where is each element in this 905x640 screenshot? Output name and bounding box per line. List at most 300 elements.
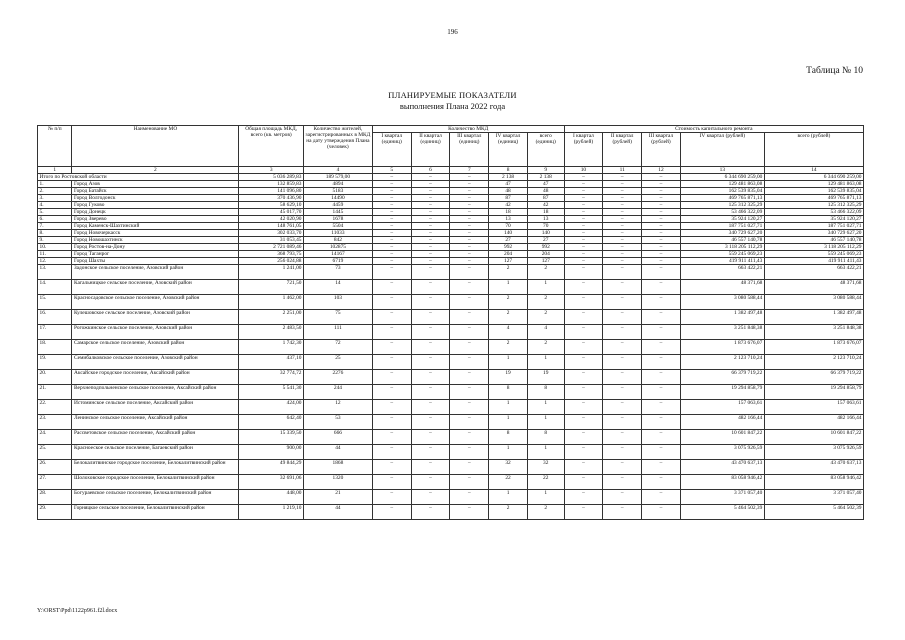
table-cell: – xyxy=(564,460,603,475)
table-cell: – xyxy=(642,265,681,280)
table-cell: 1320 xyxy=(303,475,372,490)
table-cell: – xyxy=(411,251,450,258)
table-cell: – xyxy=(642,355,681,370)
table-row xyxy=(38,188,864,195)
table-cell: – xyxy=(642,310,681,325)
table-body xyxy=(38,167,864,520)
table-cell: – xyxy=(450,415,489,430)
table-cell: – xyxy=(642,181,681,188)
table-cell: 28. xyxy=(38,490,72,505)
municipality-name: Город Батайск xyxy=(72,188,239,195)
table-cell: 18. xyxy=(38,340,72,355)
table-cell: – xyxy=(603,385,642,400)
table-cell: 5 036 289,83 xyxy=(239,174,304,181)
table-cell: – xyxy=(603,355,642,370)
table-cell: 256 024,88 xyxy=(239,258,304,265)
table-cell: – xyxy=(642,223,681,230)
table-cell: – xyxy=(372,188,411,195)
table-cell: 340 729 627,20 xyxy=(764,230,863,237)
table-cell: 5. xyxy=(38,209,72,216)
table-row xyxy=(38,181,864,188)
table-cell: 482 166,44 xyxy=(764,415,863,430)
table-cell: 1 382 497,48 xyxy=(764,310,863,325)
table-cell: 1678 xyxy=(303,216,372,223)
table-cell: – xyxy=(642,400,681,415)
table-row xyxy=(38,230,864,237)
table-cell: 663 422,21 xyxy=(680,265,764,280)
table-cell: – xyxy=(450,490,489,505)
table-cell: – xyxy=(372,251,411,258)
table-cell: 22. xyxy=(38,400,72,415)
table-cell: – xyxy=(411,265,450,280)
municipality-name: Белокалитвинское городское поселение, Белокалитвинский район xyxy=(72,460,239,475)
header-area: Общая площадь МКД, всего (кв. метров) xyxy=(239,126,304,167)
table-cell: – xyxy=(372,460,411,475)
indicators-table xyxy=(37,125,864,520)
table-cell: – xyxy=(450,258,489,265)
table-cell: – xyxy=(450,310,489,325)
table-cell: 19. xyxy=(38,355,72,370)
table-cell: 157 063,61 xyxy=(764,400,863,415)
table-cell: 42 xyxy=(527,202,564,209)
table-cell: – xyxy=(372,280,411,295)
table-cell: 14. xyxy=(38,280,72,295)
table-cell: 43 470 637,13 xyxy=(764,460,863,475)
table-cell: 5183 xyxy=(303,188,372,195)
table-cell: 187 751 027,71 xyxy=(764,223,863,230)
table-cell: – xyxy=(450,370,489,385)
table-cell: – xyxy=(372,230,411,237)
table-row xyxy=(38,258,864,265)
table-cell: 125 312 325,29 xyxy=(764,202,863,209)
table-cell: 9. xyxy=(38,237,72,244)
header-mkd-q4: IV квартал (единиц) xyxy=(489,133,528,167)
table-cell: – xyxy=(411,244,450,251)
municipality-name: Город Таганрог xyxy=(72,251,239,258)
table-cell: – xyxy=(372,310,411,325)
table-cell: – xyxy=(411,370,450,385)
table-cell: – xyxy=(372,490,411,505)
page-number: 196 xyxy=(447,28,458,36)
table-cell: 141 096,80 xyxy=(239,188,304,195)
table-row xyxy=(38,265,864,280)
table-cell: 2 xyxy=(489,295,528,310)
table-cell: – xyxy=(564,209,603,216)
table-cell: 19 294 858,79 xyxy=(680,385,764,400)
table-cell: 1 xyxy=(527,280,564,295)
table-row xyxy=(38,370,864,385)
table-cell: 66 379 719,22 xyxy=(680,370,764,385)
table-cell: 3 075 926,59 xyxy=(764,445,863,460)
table-cell: 3 080 588,44 xyxy=(764,295,863,310)
table-cell: – xyxy=(411,209,450,216)
table-cell: – xyxy=(564,475,603,490)
table-cell: 3 118 205 112,29 xyxy=(680,244,764,251)
table-cell: 2276 xyxy=(303,370,372,385)
table-cell: – xyxy=(411,195,450,202)
table-cell: – xyxy=(411,188,450,195)
table-cell: – xyxy=(372,265,411,280)
municipality-name: Рогожкинское сельское поселение, Азовский район xyxy=(72,325,239,340)
table-row xyxy=(38,209,864,216)
table-cell: – xyxy=(564,295,603,310)
header-residents: Количество жителей, зарегистрированных в МКД на дату утверждения Плана (человек) xyxy=(303,126,372,167)
municipality-name: Ленинское сельское поселение, Аксайский район xyxy=(72,415,239,430)
table-cell: 47 xyxy=(527,181,564,188)
table-row xyxy=(38,174,864,181)
table-cell: 19 xyxy=(489,370,528,385)
table-cell: 2 xyxy=(527,340,564,355)
table-cell: 8 xyxy=(489,430,528,445)
table-cell: – xyxy=(564,202,603,209)
table-cell: 204 xyxy=(527,251,564,258)
table-cell: 244 xyxy=(303,385,372,400)
table-cell: 13. xyxy=(38,265,72,280)
table-cell: – xyxy=(603,340,642,355)
municipality-name: Город Шахты xyxy=(72,258,239,265)
table-cell: – xyxy=(642,385,681,400)
table-cell: – xyxy=(372,209,411,216)
table-cell: – xyxy=(564,415,603,430)
table-cell: 83 058 946,42 xyxy=(680,475,764,490)
table-cell: 340 729 627,20 xyxy=(680,230,764,237)
table-cell: – xyxy=(603,174,642,181)
table-row xyxy=(38,325,864,340)
table-cell: 6 344 690 259,00 xyxy=(764,174,863,181)
table-cell: 35 924 120,27 xyxy=(680,216,764,223)
table-cell: – xyxy=(372,295,411,310)
column-number: 6 xyxy=(411,167,450,174)
table-cell: – xyxy=(450,195,489,202)
table-cell: 27 xyxy=(489,237,528,244)
table-row xyxy=(38,202,864,209)
table-cell: – xyxy=(564,280,603,295)
table-cell: 12. xyxy=(38,258,72,265)
table-cell: 53 xyxy=(303,415,372,430)
table-cell: – xyxy=(564,340,603,355)
table-cell: 3 251 848,38 xyxy=(764,325,863,340)
table-cell: – xyxy=(603,475,642,490)
table-cell: – xyxy=(564,385,603,400)
table-cell: – xyxy=(450,181,489,188)
municipality-name: Город Азов xyxy=(72,181,239,188)
table-cell: 48 xyxy=(527,188,564,195)
table-cell: – xyxy=(372,505,411,520)
table-cell: – xyxy=(642,258,681,265)
table-cell: – xyxy=(642,370,681,385)
table-cell: – xyxy=(603,216,642,223)
table-cell: – xyxy=(564,216,603,223)
table-cell: – xyxy=(564,181,603,188)
table-cell: – xyxy=(450,174,489,181)
table-cell: 1 xyxy=(527,445,564,460)
table-cell: 148 761,05 xyxy=(239,223,304,230)
table-cell: 2 xyxy=(527,505,564,520)
table-cell: – xyxy=(603,230,642,237)
table-cell: 3 075 926,59 xyxy=(680,445,764,460)
table-cell: 559 245 069,23 xyxy=(680,251,764,258)
table-cell: – xyxy=(603,370,642,385)
table-cell: 11033 xyxy=(303,230,372,237)
header-cost-total: всего (рублей) xyxy=(764,133,863,167)
table-cell: 42 020,90 xyxy=(239,216,304,223)
municipality-name: Шолоховское городское поселение, Белокалитвинский район xyxy=(72,475,239,490)
table-cell: – xyxy=(564,355,603,370)
table-cell: 6. xyxy=(38,216,72,223)
table-cell: 70 xyxy=(527,223,564,230)
table-cell: – xyxy=(642,340,681,355)
table-row xyxy=(38,280,864,295)
table-cell: 18 xyxy=(489,209,528,216)
column-number: 14 xyxy=(764,167,863,174)
table-cell: 992 xyxy=(527,244,564,251)
header-mkd-q2: II квартал (единиц) xyxy=(411,133,450,167)
table-cell: – xyxy=(564,223,603,230)
table-cell: – xyxy=(450,475,489,490)
header-mkd-q3: III квартал (единиц) xyxy=(450,133,489,167)
table-cell: – xyxy=(411,258,450,265)
table-cell: – xyxy=(564,310,603,325)
header-cost-q1: I квартал (рублей) xyxy=(564,133,603,167)
table-cell: 12 xyxy=(303,400,372,415)
table-row xyxy=(38,460,864,475)
table-cell: – xyxy=(372,237,411,244)
table-cell: – xyxy=(372,244,411,251)
table-cell: 2 721 089,46 xyxy=(239,244,304,251)
table-cell: 2. xyxy=(38,188,72,195)
table-cell: – xyxy=(411,460,450,475)
table-cell: 370 436,90 xyxy=(239,195,304,202)
table-cell: 24. xyxy=(38,430,72,445)
table-cell: – xyxy=(411,181,450,188)
municipality-name: Самарское сельское поселение, Азовский район xyxy=(72,340,239,355)
table-cell: 842 xyxy=(303,237,372,244)
table-cell: – xyxy=(450,325,489,340)
table-cell: 419 911 411,43 xyxy=(680,258,764,265)
table-cell: – xyxy=(411,415,450,430)
table-cell: – xyxy=(564,237,603,244)
table-cell: 1. xyxy=(38,181,72,188)
table-row xyxy=(38,475,864,490)
table-cell: – xyxy=(564,370,603,385)
table-cell: 25. xyxy=(38,445,72,460)
municipality-name: Кулешовское сельское поселение, Азовский район xyxy=(72,310,239,325)
table-cell: 900,00 xyxy=(239,445,304,460)
table-cell: – xyxy=(411,237,450,244)
column-number: 13 xyxy=(680,167,764,174)
table-cell: – xyxy=(372,340,411,355)
table-cell: 26. xyxy=(38,460,72,475)
table-cell: – xyxy=(603,445,642,460)
table-cell: – xyxy=(603,325,642,340)
table-cell: 43 470 637,13 xyxy=(680,460,764,475)
table-cell: – xyxy=(564,195,603,202)
table-cell: – xyxy=(603,265,642,280)
table-cell: – xyxy=(372,445,411,460)
table-cell: 44 xyxy=(303,505,372,520)
table-cell: – xyxy=(372,195,411,202)
table-cell: – xyxy=(450,216,489,223)
table-cell: 45 017,70 xyxy=(239,209,304,216)
table-cell: – xyxy=(450,237,489,244)
table-row xyxy=(38,415,864,430)
table-cell: – xyxy=(603,237,642,244)
table-cell: 663 422,21 xyxy=(764,265,863,280)
table-cell: – xyxy=(603,202,642,209)
table-cell: 6719 xyxy=(303,258,372,265)
column-number: 12 xyxy=(642,167,681,174)
table-cell: 2 xyxy=(489,340,528,355)
table-cell: – xyxy=(372,181,411,188)
document-title: ПЛАНИРУЕМЫЕ ПОКАЗАТЕЛИ xyxy=(388,90,517,100)
table-row xyxy=(38,505,864,520)
table-cell: 1 xyxy=(527,355,564,370)
table-cell: – xyxy=(642,195,681,202)
table-cell: – xyxy=(603,505,642,520)
table-cell: 187 751 027,71 xyxy=(680,223,764,230)
table-cell: – xyxy=(450,209,489,216)
table-cell: – xyxy=(642,202,681,209)
table-row xyxy=(38,340,864,355)
table-row xyxy=(38,295,864,310)
table-cell: – xyxy=(603,295,642,310)
table-cell: – xyxy=(642,251,681,258)
table-cell: 14 xyxy=(303,280,372,295)
table-cell: 15. xyxy=(38,295,72,310)
table-cell: – xyxy=(372,475,411,490)
table-cell: – xyxy=(603,188,642,195)
table-cell: – xyxy=(372,216,411,223)
table-cell: 22 xyxy=(489,475,528,490)
header-name: Наименование МО xyxy=(72,126,239,167)
table-cell: – xyxy=(603,400,642,415)
table-cell: 46 557 140,78 xyxy=(764,237,863,244)
table-cell: – xyxy=(372,430,411,445)
table-cell: – xyxy=(411,505,450,520)
table-cell: 5504 xyxy=(303,223,372,230)
table-cell: – xyxy=(603,415,642,430)
column-numbers-row xyxy=(38,167,864,174)
table-cell: 419 911 411,43 xyxy=(764,258,863,265)
municipality-name: Рассветовское сельское поселение, Аксайский район xyxy=(72,430,239,445)
table-cell: 4. xyxy=(38,202,72,209)
table-cell: 127 xyxy=(527,258,564,265)
table-label: Таблица № 10 xyxy=(806,66,863,76)
table-cell: – xyxy=(603,223,642,230)
municipality-name: Красноеское сельское поселение, Багаевский район xyxy=(72,445,239,460)
table-cell: – xyxy=(450,244,489,251)
table-cell: – xyxy=(450,223,489,230)
table-cell: 125 312 325,29 xyxy=(680,202,764,209)
table-cell: 1 462,00 xyxy=(239,295,304,310)
table-cell: – xyxy=(450,430,489,445)
table-cell: – xyxy=(411,475,450,490)
table-cell: 162 539 835,04 xyxy=(764,188,863,195)
table-cell: 103 xyxy=(303,295,372,310)
table-cell: 4894 xyxy=(303,181,372,188)
table-cell: 20. xyxy=(38,370,72,385)
table-cell: – xyxy=(603,310,642,325)
municipality-name: Город Каменск-Шахтинский xyxy=(72,223,239,230)
table-cell: – xyxy=(603,490,642,505)
table-cell: – xyxy=(450,265,489,280)
table-cell: – xyxy=(642,216,681,223)
table-cell: 3 371 057,40 xyxy=(680,490,764,505)
table-cell: 1 742,30 xyxy=(239,340,304,355)
table-cell: – xyxy=(603,430,642,445)
table-cell: – xyxy=(450,230,489,237)
municipality-name: Красносадовское сельское поселение, Азовский район xyxy=(72,295,239,310)
table-cell: 129 481 863,08 xyxy=(680,181,764,188)
municipality-name: Город Новочеркасск xyxy=(72,230,239,237)
table-cell: – xyxy=(411,385,450,400)
table-cell: – xyxy=(450,400,489,415)
table-row xyxy=(38,216,864,223)
table-cell: – xyxy=(642,188,681,195)
table-cell: 49 844,29 xyxy=(239,460,304,475)
municipality-name: Город Волгодонск xyxy=(72,195,239,202)
table-cell: – xyxy=(642,244,681,251)
table-cell: 1 xyxy=(527,400,564,415)
table-cell: – xyxy=(372,174,411,181)
table-cell: 302 033,70 xyxy=(239,230,304,237)
table-cell: 1 xyxy=(489,400,528,415)
table-cell: – xyxy=(603,209,642,216)
table-cell: 157 063,61 xyxy=(680,400,764,415)
table-row xyxy=(38,195,864,202)
table-cell: 87 xyxy=(489,195,528,202)
header-cost-group: Стоимость капитального ремонта xyxy=(564,126,863,133)
column-number: 10 xyxy=(564,167,603,174)
table-cell: 73 xyxy=(303,265,372,280)
table-cell: 8 xyxy=(527,430,564,445)
table-cell: – xyxy=(372,202,411,209)
table-cell: 5 541,30 xyxy=(239,385,304,400)
table-cell: 29. xyxy=(38,505,72,520)
row-total-label: Итого по Ростовской области xyxy=(38,174,239,181)
column-number: 8 xyxy=(489,167,528,174)
table-row xyxy=(38,251,864,258)
table-cell: 2 251,00 xyxy=(239,310,304,325)
table-cell: – xyxy=(411,280,450,295)
table-cell: – xyxy=(642,209,681,216)
table-cell: 14167 xyxy=(303,251,372,258)
table-cell: – xyxy=(411,490,450,505)
table-cell: 1 xyxy=(489,280,528,295)
table-cell: 1 382 497,48 xyxy=(680,310,764,325)
table-cell: 13 xyxy=(527,216,564,223)
column-number: 3 xyxy=(239,167,304,174)
table-cell: – xyxy=(372,415,411,430)
table-cell: 10 601 847,22 xyxy=(680,430,764,445)
table-cell: 8 xyxy=(489,385,528,400)
table-cell: 1 xyxy=(489,415,528,430)
table-cell: – xyxy=(450,295,489,310)
header-mkd-q1: I квартал (единиц) xyxy=(372,133,411,167)
table-row xyxy=(38,355,864,370)
municipality-name: Верхнеподпольненское сельское поселение, Аксайский район xyxy=(72,385,239,400)
table-cell: – xyxy=(564,244,603,251)
table-cell: 18 xyxy=(527,209,564,216)
table-cell: 23. xyxy=(38,415,72,430)
table-cell: 32 691,06 xyxy=(239,475,304,490)
table-cell: – xyxy=(450,460,489,475)
table-cell: – xyxy=(642,505,681,520)
municipality-name: Истоминское сельское поселение, Аксайский район xyxy=(72,400,239,415)
table-cell: – xyxy=(603,251,642,258)
table-cell: – xyxy=(603,258,642,265)
table-cell: 2 123 710,24 xyxy=(680,355,764,370)
